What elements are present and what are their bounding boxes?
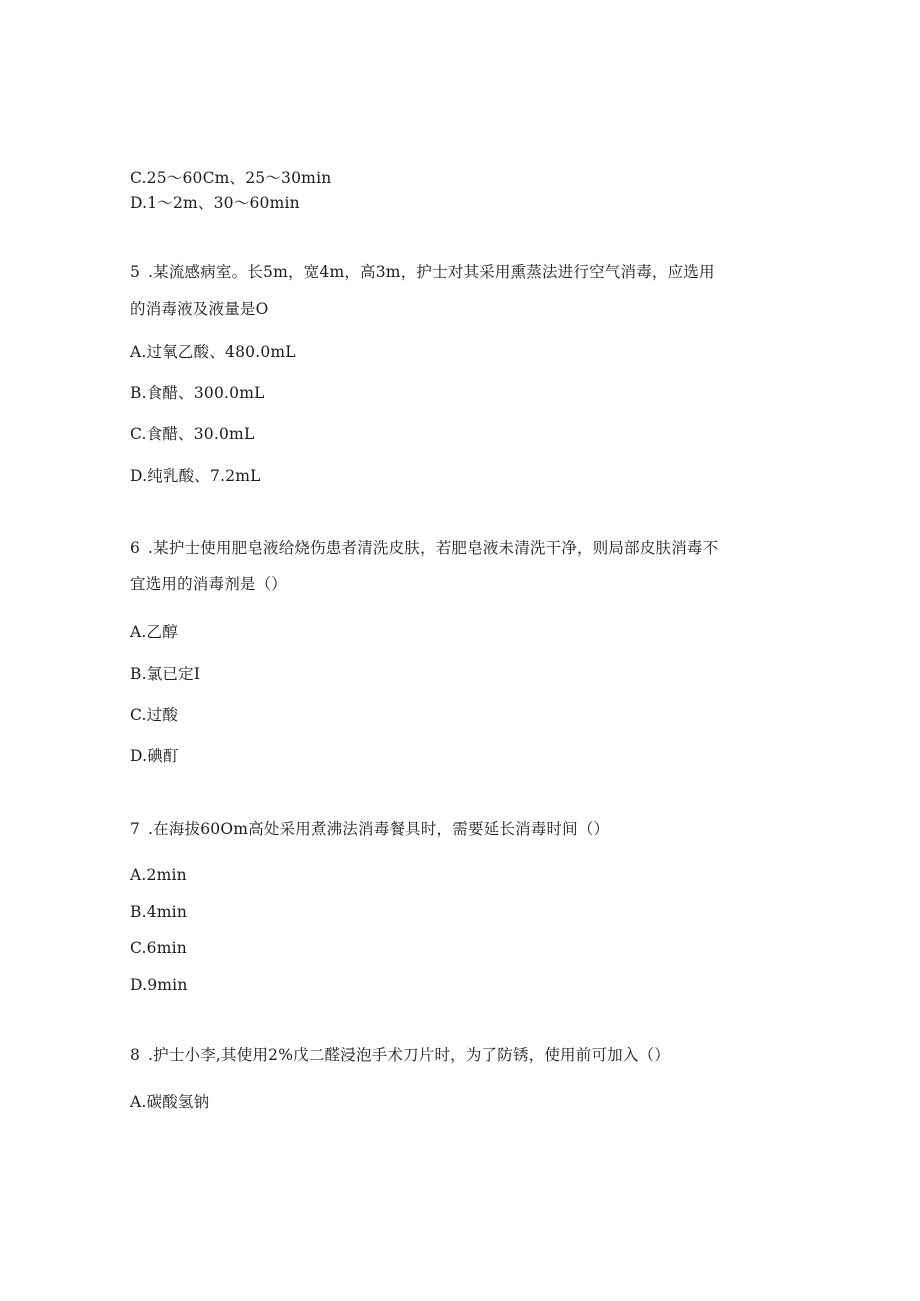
question-8-stem: [130, 1045, 670, 1065]
question-5-stem: [130, 262, 715, 282]
option-c: C.食醋、30.0mL: [130, 425, 255, 443]
option-d: D.9min: [130, 976, 188, 994]
question-text-continued: 宜选用的消毒剂是（）: [130, 575, 288, 593]
question-text: .在海拔60Om高处采用煮沸法消毒餐具时，需要延长消毒时间（）: [148, 820, 610, 838]
option-b: B.氯已定I: [130, 665, 201, 683]
question-7-stem: [130, 819, 609, 839]
option-text: D.1～2m、30～60min: [130, 194, 300, 212]
question-text: .某流感病室。长5m，宽4m，高3m，护士对其采用熏蒸法进行空气消毒，应选用: [148, 263, 715, 281]
option-d: D.碘酊: [130, 747, 179, 765]
question-text: .护士小李,其使用2%戊二醛浸泡手术刀片时，为了防锈，使用前可加入（）: [148, 1046, 670, 1064]
option-text: C.25～60Cm、25～30min: [130, 169, 332, 187]
question-text: .某护士使用肥皂液给烧伤患者清洗皮肤，若肥皂液未清洗干净，则局部皮肤消毒不: [148, 539, 719, 557]
question-number: 8: [130, 1046, 141, 1064]
option-c: C.过酸: [130, 706, 179, 724]
option-b: B.食醋、300.0mL: [130, 384, 265, 402]
question-text-continued: 的消毒液及液量是O: [130, 300, 269, 318]
question-number: 7: [130, 820, 141, 838]
option-c: C.6min: [130, 939, 187, 957]
option-d: D.纯乳酸、7.2mL: [130, 467, 261, 485]
option-a: A.2min: [130, 866, 187, 884]
option-a: A.碳酸氢钠: [130, 1093, 210, 1111]
question-number: 5: [130, 263, 141, 281]
option-b: B.4min: [130, 903, 188, 921]
option-a: A.过氧乙酸、480.0mL: [130, 343, 296, 361]
question-6-stem: [130, 538, 718, 558]
question-number: 6: [130, 539, 141, 557]
option-a: A.乙醇: [130, 623, 178, 641]
